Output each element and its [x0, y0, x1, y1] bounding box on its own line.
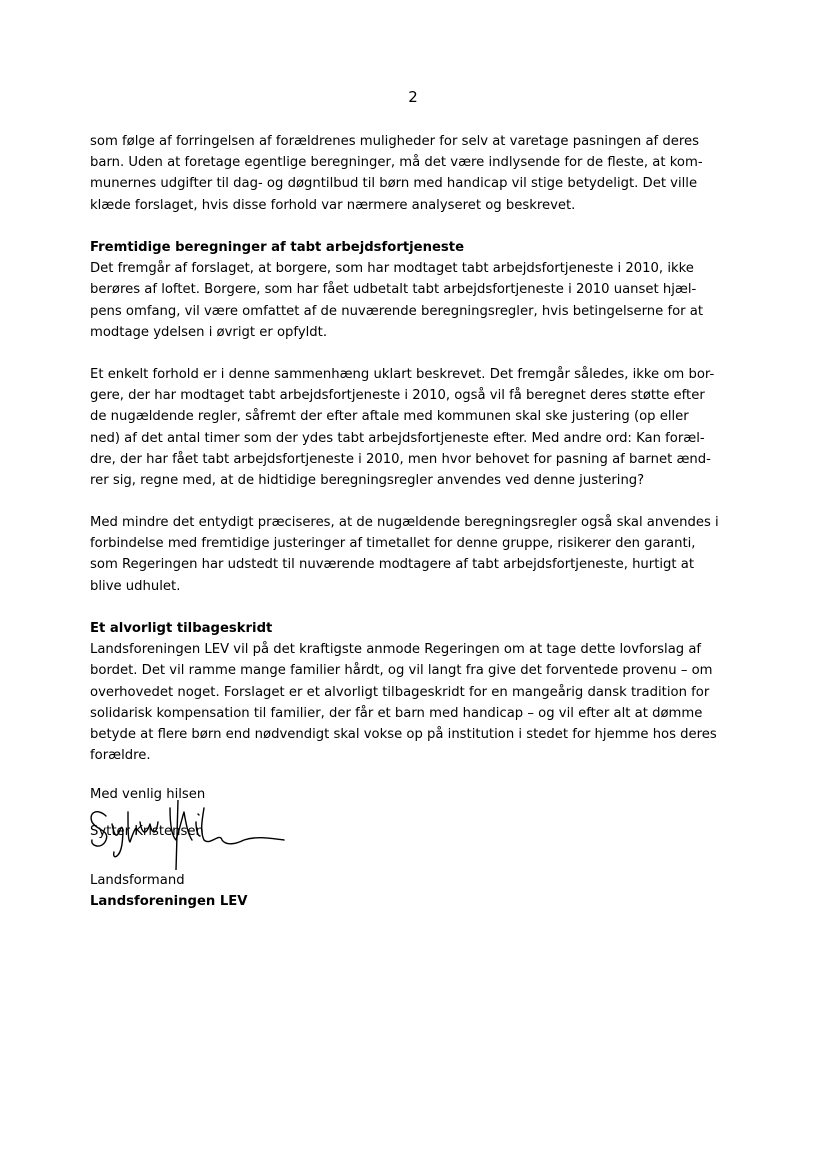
- paragraph-line: ned) af det antal timer som der ydes tabt arbejdsfortjeneste efter. Med andre ord: Kan foræl-: [90, 430, 705, 446]
- paragraph-line: overhovedet noget. Forslaget er et alvorligt tilbageskridt for en mangeårig dansk tradition for: [90, 684, 710, 700]
- signer-title: Landsformand: [90, 873, 185, 888]
- paragraph-line: munernes udgifter til dag- og døgntilbud til børn med handicap vil stige betydeligt. Det ville: [90, 176, 698, 192]
- section-fremtidige: [90, 237, 750, 343]
- paragraph-line: barn. Uden at foretage egentlige beregninger, må det være indlysende for de fleste, at kom-: [90, 155, 703, 171]
- paragraph-line: gere, der har modtaget tabt arbejdsfortjeneste i 2010, også vil få beregnet deres støtte efter: [90, 388, 705, 404]
- paragraph-line: klæde forslaget, hvis disse forhold var nærmere analyseret og beskrevet.: [90, 197, 576, 213]
- paragraph-line: bordet. Det vil ramme mange familier hårdt, og vil langt fra give det forventede provenu – om: [90, 663, 713, 679]
- closing-greeting: Med venlig hilsen: [90, 787, 206, 802]
- paragraph-line: blive udhulet.: [90, 578, 181, 594]
- signer-name: Sytter Kristensen: [90, 824, 204, 839]
- paragraph-line: solidarisk kompensation til familier, der får et barn med handicap – og vil efter alt at dømme: [90, 705, 703, 721]
- paragraph-line: Landsforeningen LEV vil på det kraftigste anmode Regeringen om at tage dette lovforslag af: [90, 642, 702, 658]
- paragraph-line: som følge af forringelsen af forældrenes muligheder for selv at varetage pasningen af deres: [90, 134, 699, 149]
- paragraph-line: betyde at flere børn end nødvendigt skal vokse op på institution i stedet for hjemme hos deres: [90, 726, 717, 742]
- paragraph-line: berøres af loftet. Borgere, som har fået udbetalt tabt arbejdsfortjeneste i 2010 uanset hjæl-: [90, 282, 697, 298]
- section-heading: Fremtidige beregninger af tabt arbejdsfortjeneste: [90, 240, 465, 255]
- signer-organization: Landsforeningen LEV: [90, 894, 248, 909]
- paragraph-line: de nugældende regler, såfremt der efter aftale med kommunen skal ske justering (op eller: [90, 409, 689, 425]
- paragraph-line: rer sig, regne med, at de hidtidige beregningsregler anvendes ved denne justering?: [90, 472, 645, 488]
- paragraph-line: forbindelse med fremtidige justeringer af timetallet for denne gruppe, risikerer den garanti,: [90, 536, 696, 552]
- page-number: 2: [408, 88, 418, 106]
- paragraph-line: modtage ydelsen i øvrigt er opfyldt.: [90, 324, 328, 340]
- section-tilbageskridt: [90, 618, 750, 766]
- paragraph-line: dre, der har fået tabt arbejdsfortjeneste i 2010, men hvor behovet for pasning af barnet ænd-: [90, 451, 711, 467]
- paragraph-line: pens omfang, vil være omfattet af de nuværende beregningsregler, hvis betingelserne for at: [90, 303, 704, 319]
- paragraph-line: Det fremgår af forslaget, at borgere, som har modtaget tabt arbejdsfortjeneste i 2010, ikke: [90, 261, 694, 277]
- paragraph-line: forældre.: [90, 748, 151, 764]
- paragraph-4: [90, 512, 750, 597]
- section-heading: Et alvorligt tilbageskridt: [90, 621, 273, 636]
- paragraph-line: som Regeringen har udstedt til nuværende modtagere af tabt arbejdsfortjeneste, hurtigt at: [90, 557, 695, 573]
- paragraph-line: Med mindre det entydigt præciseres, at de nugældende beregningsregler også skal anvendes i: [90, 515, 719, 530]
- paragraph-1: [90, 131, 750, 216]
- handwritten-signature: [84, 800, 289, 870]
- paragraph-3: [90, 364, 750, 491]
- paragraph-line: Et enkelt forhold er i denne sammenhæng uklart beskrevet. Det fremgår således, ikke om bor-: [90, 367, 715, 382]
